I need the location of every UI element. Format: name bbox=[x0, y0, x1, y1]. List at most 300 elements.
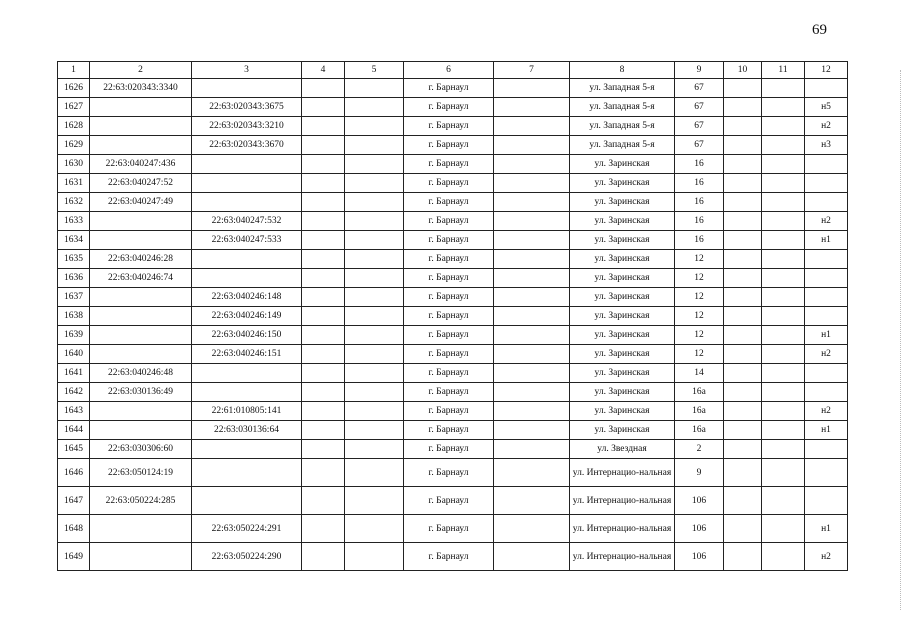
cell-col-10 bbox=[724, 364, 762, 383]
table-row bbox=[58, 250, 848, 269]
cell-col-7 bbox=[494, 79, 570, 98]
column-header-6: 6 bbox=[404, 62, 494, 79]
cell-cadastral-number-parcel: 22:63:040247:52 bbox=[90, 174, 192, 193]
cell-col-10 bbox=[724, 383, 762, 402]
cell-city: г. Барнаул bbox=[404, 117, 494, 136]
cell-house-number: 16а bbox=[675, 421, 724, 440]
cell-col-11 bbox=[762, 136, 805, 155]
cell-street: ул. Интернацио-нальная bbox=[570, 459, 675, 487]
scan-edge-marks bbox=[898, 70, 901, 610]
cell-col-4 bbox=[302, 212, 345, 231]
cell-city: г. Барнаул bbox=[404, 459, 494, 487]
cell-col-5 bbox=[345, 307, 404, 326]
cell-col-11 bbox=[762, 307, 805, 326]
cell-col-5 bbox=[345, 345, 404, 364]
cell-row-number: 1636 bbox=[58, 269, 90, 288]
column-header-9: 9 bbox=[675, 62, 724, 79]
cell-cadastral-number-object: 22:61:010805:141 bbox=[192, 402, 302, 421]
cell-col-5 bbox=[345, 383, 404, 402]
cell-col-4 bbox=[302, 515, 345, 543]
cell-house-number: 12 bbox=[675, 269, 724, 288]
cell-col-10 bbox=[724, 543, 762, 571]
cell-cadastral-number-object bbox=[192, 459, 302, 487]
cell-street: ул. Заринская bbox=[570, 364, 675, 383]
cell-street: ул. Заринская bbox=[570, 250, 675, 269]
cell-col-4 bbox=[302, 98, 345, 117]
cell-row-number: 1629 bbox=[58, 136, 90, 155]
cell-col-5 bbox=[345, 459, 404, 487]
cell-street: ул. Интернацио-нальная bbox=[570, 487, 675, 515]
cell-col-5 bbox=[345, 231, 404, 250]
cell-col-11 bbox=[762, 231, 805, 250]
cell-city: г. Барнаул bbox=[404, 98, 494, 117]
cell-col-4 bbox=[302, 136, 345, 155]
cell-row-number: 1627 bbox=[58, 98, 90, 117]
column-header-7: 7 bbox=[494, 62, 570, 79]
cell-cadastral-number-parcel bbox=[90, 402, 192, 421]
cell-city: г. Барнаул bbox=[404, 231, 494, 250]
cell-city: г. Барнаул bbox=[404, 288, 494, 307]
cell-col-7 bbox=[494, 250, 570, 269]
cell-city: г. Барнаул bbox=[404, 487, 494, 515]
cell-col-4 bbox=[302, 440, 345, 459]
cell-col-5 bbox=[345, 98, 404, 117]
cell-street: ул. Заринская bbox=[570, 269, 675, 288]
cell-row-number: 1649 bbox=[58, 543, 90, 571]
cell-col-5 bbox=[345, 543, 404, 571]
cell-house-number: 12 bbox=[675, 307, 724, 326]
cell-city: г. Барнаул bbox=[404, 345, 494, 364]
cell-cadastral-number-parcel bbox=[90, 307, 192, 326]
cell-row-number: 1626 bbox=[58, 79, 90, 98]
cell-col-4 bbox=[302, 250, 345, 269]
cell-row-number: 1645 bbox=[58, 440, 90, 459]
cell-cadastral-number-object bbox=[192, 383, 302, 402]
cell-cadastral-number-object: 22:63:040247:533 bbox=[192, 231, 302, 250]
cell-col-5 bbox=[345, 326, 404, 345]
cell-unit-number bbox=[805, 155, 848, 174]
cell-street: ул. Заринская bbox=[570, 383, 675, 402]
cell-cadastral-number-object bbox=[192, 487, 302, 515]
cell-city: г. Барнаул bbox=[404, 543, 494, 571]
cell-col-5 bbox=[345, 193, 404, 212]
cell-col-10 bbox=[724, 307, 762, 326]
cell-col-7 bbox=[494, 326, 570, 345]
cell-col-4 bbox=[302, 402, 345, 421]
cell-house-number: 67 bbox=[675, 136, 724, 155]
cell-col-4 bbox=[302, 79, 345, 98]
cell-row-number: 1631 bbox=[58, 174, 90, 193]
cell-col-10 bbox=[724, 155, 762, 174]
cell-cadastral-number-object: 22:63:040247:532 bbox=[192, 212, 302, 231]
cell-house-number: 16 bbox=[675, 174, 724, 193]
cell-col-4 bbox=[302, 364, 345, 383]
cell-col-4 bbox=[302, 345, 345, 364]
cell-col-4 bbox=[302, 155, 345, 174]
cell-unit-number: н2 bbox=[805, 402, 848, 421]
table-row bbox=[58, 155, 848, 174]
cell-col-5 bbox=[345, 487, 404, 515]
cell-unit-number: н3 bbox=[805, 136, 848, 155]
cell-cadastral-number-object: 22:63:040246:151 bbox=[192, 345, 302, 364]
cell-col-5 bbox=[345, 440, 404, 459]
table-row bbox=[58, 269, 848, 288]
cell-street: ул. Звездная bbox=[570, 440, 675, 459]
table-row bbox=[58, 288, 848, 307]
cell-unit-number bbox=[805, 288, 848, 307]
cell-unit-number: н2 bbox=[805, 117, 848, 136]
table-row bbox=[58, 440, 848, 459]
cell-col-7 bbox=[494, 288, 570, 307]
cell-col-10 bbox=[724, 250, 762, 269]
cell-city: г. Барнаул bbox=[404, 212, 494, 231]
column-header-5: 5 bbox=[345, 62, 404, 79]
cell-street: ул. Заринская bbox=[570, 307, 675, 326]
table-row bbox=[58, 364, 848, 383]
cell-col-4 bbox=[302, 193, 345, 212]
cell-cadastral-number-parcel bbox=[90, 212, 192, 231]
cell-col-11 bbox=[762, 193, 805, 212]
cell-col-7 bbox=[494, 487, 570, 515]
cell-cadastral-number-parcel bbox=[90, 345, 192, 364]
cell-row-number: 1646 bbox=[58, 459, 90, 487]
cell-city: г. Барнаул bbox=[404, 155, 494, 174]
cell-house-number: 9 bbox=[675, 459, 724, 487]
cell-row-number: 1644 bbox=[58, 421, 90, 440]
cell-unit-number: н1 bbox=[805, 421, 848, 440]
cell-col-7 bbox=[494, 212, 570, 231]
cell-street: ул. Заринская bbox=[570, 193, 675, 212]
table-row bbox=[58, 174, 848, 193]
cell-col-4 bbox=[302, 269, 345, 288]
cell-col-10 bbox=[724, 487, 762, 515]
table-row bbox=[58, 326, 848, 345]
cell-house-number: 16 bbox=[675, 231, 724, 250]
cell-cadastral-number-object bbox=[192, 79, 302, 98]
cell-col-10 bbox=[724, 231, 762, 250]
cell-house-number: 16а bbox=[675, 402, 724, 421]
cell-col-10 bbox=[724, 212, 762, 231]
cell-col-4 bbox=[302, 117, 345, 136]
cell-col-10 bbox=[724, 174, 762, 193]
cell-cadastral-number-object: 22:63:020343:3210 bbox=[192, 117, 302, 136]
cell-cadastral-number-parcel bbox=[90, 515, 192, 543]
cell-col-11 bbox=[762, 326, 805, 345]
cell-cadastral-number-parcel: 22:63:050224:285 bbox=[90, 487, 192, 515]
header-row bbox=[58, 62, 848, 79]
cell-row-number: 1640 bbox=[58, 345, 90, 364]
cell-col-5 bbox=[345, 515, 404, 543]
cell-row-number: 1635 bbox=[58, 250, 90, 269]
cell-cadastral-number-object bbox=[192, 193, 302, 212]
cell-unit-number: н1 bbox=[805, 231, 848, 250]
cell-cadastral-number-parcel bbox=[90, 326, 192, 345]
column-header-3: 3 bbox=[192, 62, 302, 79]
cell-row-number: 1638 bbox=[58, 307, 90, 326]
cell-col-11 bbox=[762, 364, 805, 383]
cell-cadastral-number-object bbox=[192, 440, 302, 459]
cell-cadastral-number-object: 22:63:050224:290 bbox=[192, 543, 302, 571]
cell-cadastral-number-parcel: 22:63:050124:19 bbox=[90, 459, 192, 487]
cell-col-7 bbox=[494, 515, 570, 543]
cell-unit-number bbox=[805, 193, 848, 212]
cell-street: ул. Заринская bbox=[570, 288, 675, 307]
cell-col-10 bbox=[724, 136, 762, 155]
cell-col-10 bbox=[724, 402, 762, 421]
cell-street: ул. Заринская bbox=[570, 174, 675, 193]
cell-cadastral-number-parcel bbox=[90, 421, 192, 440]
cell-unit-number: н2 bbox=[805, 345, 848, 364]
cell-cadastral-number-object bbox=[192, 250, 302, 269]
cell-city: г. Барнаул bbox=[404, 440, 494, 459]
cell-col-10 bbox=[724, 79, 762, 98]
cell-cadastral-number-parcel: 22:63:040246:48 bbox=[90, 364, 192, 383]
cell-unit-number bbox=[805, 440, 848, 459]
cell-row-number: 1648 bbox=[58, 515, 90, 543]
cell-house-number: 67 bbox=[675, 117, 724, 136]
cell-unit-number: н2 bbox=[805, 212, 848, 231]
cell-street: ул. Заринская bbox=[570, 421, 675, 440]
cell-cadastral-number-parcel: 22:63:040246:28 bbox=[90, 250, 192, 269]
cell-cadastral-number-object bbox=[192, 269, 302, 288]
table-row bbox=[58, 307, 848, 326]
cell-street: ул. Западная 5-я bbox=[570, 79, 675, 98]
cell-cadastral-number-object bbox=[192, 364, 302, 383]
cell-city: г. Барнаул bbox=[404, 402, 494, 421]
cell-street: ул. Заринская bbox=[570, 345, 675, 364]
table-row bbox=[58, 383, 848, 402]
cell-house-number: 106 bbox=[675, 543, 724, 571]
cell-cadastral-number-object: 22:63:040246:148 bbox=[192, 288, 302, 307]
cell-col-7 bbox=[494, 402, 570, 421]
cell-col-10 bbox=[724, 269, 762, 288]
page-number: 69 bbox=[812, 22, 827, 38]
table-row bbox=[58, 543, 848, 571]
cell-city: г. Барнаул bbox=[404, 136, 494, 155]
cell-house-number: 12 bbox=[675, 326, 724, 345]
cell-col-5 bbox=[345, 79, 404, 98]
cell-col-10 bbox=[724, 440, 762, 459]
register-table bbox=[57, 61, 848, 571]
table-row bbox=[58, 515, 848, 543]
cell-unit-number: н1 bbox=[805, 326, 848, 345]
column-header-10: 10 bbox=[724, 62, 762, 79]
cell-cadastral-number-object bbox=[192, 174, 302, 193]
cell-city: г. Барнаул bbox=[404, 269, 494, 288]
cell-col-10 bbox=[724, 345, 762, 364]
cell-city: г. Барнаул bbox=[404, 383, 494, 402]
cell-unit-number: н1 bbox=[805, 515, 848, 543]
cell-street: ул. Западная 5-я bbox=[570, 136, 675, 155]
cell-col-7 bbox=[494, 174, 570, 193]
cell-col-4 bbox=[302, 421, 345, 440]
cell-cadastral-number-parcel: 22:63:040247:49 bbox=[90, 193, 192, 212]
cell-row-number: 1641 bbox=[58, 364, 90, 383]
cell-col-11 bbox=[762, 402, 805, 421]
cell-row-number: 1639 bbox=[58, 326, 90, 345]
cell-col-5 bbox=[345, 269, 404, 288]
cell-cadastral-number-object: 22:63:020343:3675 bbox=[192, 98, 302, 117]
cell-col-11 bbox=[762, 440, 805, 459]
cell-col-11 bbox=[762, 459, 805, 487]
cell-row-number: 1637 bbox=[58, 288, 90, 307]
cell-col-5 bbox=[345, 155, 404, 174]
column-header-11: 11 bbox=[762, 62, 805, 79]
cell-house-number: 16 bbox=[675, 155, 724, 174]
cell-col-5 bbox=[345, 402, 404, 421]
cell-row-number: 1630 bbox=[58, 155, 90, 174]
cell-street: ул. Западная 5-я bbox=[570, 98, 675, 117]
cell-col-11 bbox=[762, 345, 805, 364]
cell-col-5 bbox=[345, 174, 404, 193]
cell-cadastral-number-parcel bbox=[90, 543, 192, 571]
cell-unit-number bbox=[805, 459, 848, 487]
cell-unit-number bbox=[805, 250, 848, 269]
cell-col-4 bbox=[302, 174, 345, 193]
cell-col-4 bbox=[302, 459, 345, 487]
cell-row-number: 1632 bbox=[58, 193, 90, 212]
cell-col-11 bbox=[762, 543, 805, 571]
cell-cadastral-number-parcel bbox=[90, 98, 192, 117]
cell-city: г. Барнаул bbox=[404, 326, 494, 345]
cell-house-number: 67 bbox=[675, 79, 724, 98]
cell-cadastral-number-object: 22:63:050224:291 bbox=[192, 515, 302, 543]
cell-house-number: 16 bbox=[675, 193, 724, 212]
cell-cadastral-number-object: 22:63:040246:150 bbox=[192, 326, 302, 345]
cell-cadastral-number-parcel: 22:63:030306:60 bbox=[90, 440, 192, 459]
cell-col-5 bbox=[345, 117, 404, 136]
cell-col-4 bbox=[302, 383, 345, 402]
table-row bbox=[58, 487, 848, 515]
cell-cadastral-number-parcel: 22:63:040246:74 bbox=[90, 269, 192, 288]
table-row bbox=[58, 345, 848, 364]
cell-col-10 bbox=[724, 515, 762, 543]
cell-row-number: 1642 bbox=[58, 383, 90, 402]
cell-city: г. Барнаул bbox=[404, 250, 494, 269]
cell-house-number: 12 bbox=[675, 250, 724, 269]
table-row bbox=[58, 231, 848, 250]
cell-house-number: 2 bbox=[675, 440, 724, 459]
cell-col-4 bbox=[302, 487, 345, 515]
cell-col-4 bbox=[302, 231, 345, 250]
column-header-4: 4 bbox=[302, 62, 345, 79]
cell-row-number: 1643 bbox=[58, 402, 90, 421]
cell-cadastral-number-parcel: 22:63:030136:49 bbox=[90, 383, 192, 402]
cell-col-11 bbox=[762, 383, 805, 402]
cell-city: г. Барнаул bbox=[404, 515, 494, 543]
cell-col-11 bbox=[762, 212, 805, 231]
cell-col-5 bbox=[345, 212, 404, 231]
cell-unit-number bbox=[805, 174, 848, 193]
cell-city: г. Барнаул bbox=[404, 193, 494, 212]
cell-unit-number: н2 bbox=[805, 543, 848, 571]
cell-row-number: 1628 bbox=[58, 117, 90, 136]
table-row bbox=[58, 212, 848, 231]
cell-col-10 bbox=[724, 326, 762, 345]
cell-city: г. Барнаул bbox=[404, 79, 494, 98]
column-header-8: 8 bbox=[570, 62, 675, 79]
cell-cadastral-number-parcel: 22:63:040247:436 bbox=[90, 155, 192, 174]
cell-col-11 bbox=[762, 487, 805, 515]
cell-col-10 bbox=[724, 288, 762, 307]
cell-house-number: 106 bbox=[675, 487, 724, 515]
cell-cadastral-number-parcel bbox=[90, 288, 192, 307]
cell-row-number: 1634 bbox=[58, 231, 90, 250]
cell-col-7 bbox=[494, 345, 570, 364]
cell-col-11 bbox=[762, 515, 805, 543]
cell-col-11 bbox=[762, 79, 805, 98]
cell-col-7 bbox=[494, 383, 570, 402]
cell-col-10 bbox=[724, 421, 762, 440]
cell-cadastral-number-parcel bbox=[90, 117, 192, 136]
cell-unit-number bbox=[805, 269, 848, 288]
cell-col-7 bbox=[494, 459, 570, 487]
cell-street: ул. Интернацио-нальная bbox=[570, 543, 675, 571]
table-row bbox=[58, 459, 848, 487]
cell-col-10 bbox=[724, 193, 762, 212]
cell-col-10 bbox=[724, 459, 762, 487]
cell-cadastral-number-parcel bbox=[90, 136, 192, 155]
cell-col-7 bbox=[494, 117, 570, 136]
cell-col-5 bbox=[345, 421, 404, 440]
cell-street: ул. Заринская bbox=[570, 212, 675, 231]
cell-unit-number bbox=[805, 79, 848, 98]
table-row bbox=[58, 117, 848, 136]
cell-col-4 bbox=[302, 307, 345, 326]
cell-city: г. Барнаул bbox=[404, 174, 494, 193]
cell-col-11 bbox=[762, 288, 805, 307]
table-row bbox=[58, 79, 848, 98]
cell-house-number: 106 bbox=[675, 515, 724, 543]
cell-col-7 bbox=[494, 307, 570, 326]
cell-col-5 bbox=[345, 364, 404, 383]
cell-col-4 bbox=[302, 326, 345, 345]
cell-col-7 bbox=[494, 364, 570, 383]
cell-col-5 bbox=[345, 250, 404, 269]
cell-col-7 bbox=[494, 136, 570, 155]
cell-col-7 bbox=[494, 440, 570, 459]
cell-col-7 bbox=[494, 155, 570, 174]
cell-house-number: 12 bbox=[675, 345, 724, 364]
cell-unit-number bbox=[805, 487, 848, 515]
column-header-1: 1 bbox=[58, 62, 90, 79]
cell-street: ул. Заринская bbox=[570, 231, 675, 250]
cell-col-7 bbox=[494, 421, 570, 440]
cell-city: г. Барнаул bbox=[404, 421, 494, 440]
cell-street: ул. Западная 5-я bbox=[570, 117, 675, 136]
cell-col-4 bbox=[302, 543, 345, 571]
cell-unit-number bbox=[805, 383, 848, 402]
cell-col-5 bbox=[345, 136, 404, 155]
cell-row-number: 1647 bbox=[58, 487, 90, 515]
cell-col-11 bbox=[762, 250, 805, 269]
cell-cadastral-number-object: 22:63:040246:149 bbox=[192, 307, 302, 326]
cell-cadastral-number-object bbox=[192, 155, 302, 174]
cell-street: ул. Заринская bbox=[570, 326, 675, 345]
cell-street: ул. Заринская bbox=[570, 402, 675, 421]
cell-col-11 bbox=[762, 98, 805, 117]
cell-house-number: 16а bbox=[675, 383, 724, 402]
cell-house-number: 16 bbox=[675, 212, 724, 231]
cell-col-7 bbox=[494, 193, 570, 212]
column-header-12: 12 bbox=[805, 62, 848, 79]
table-row bbox=[58, 402, 848, 421]
cell-street: ул. Заринская bbox=[570, 155, 675, 174]
cell-city: г. Барнаул bbox=[404, 307, 494, 326]
cell-col-5 bbox=[345, 288, 404, 307]
cell-cadastral-number-parcel: 22:63:020343:3340 bbox=[90, 79, 192, 98]
cell-cadastral-number-parcel bbox=[90, 231, 192, 250]
